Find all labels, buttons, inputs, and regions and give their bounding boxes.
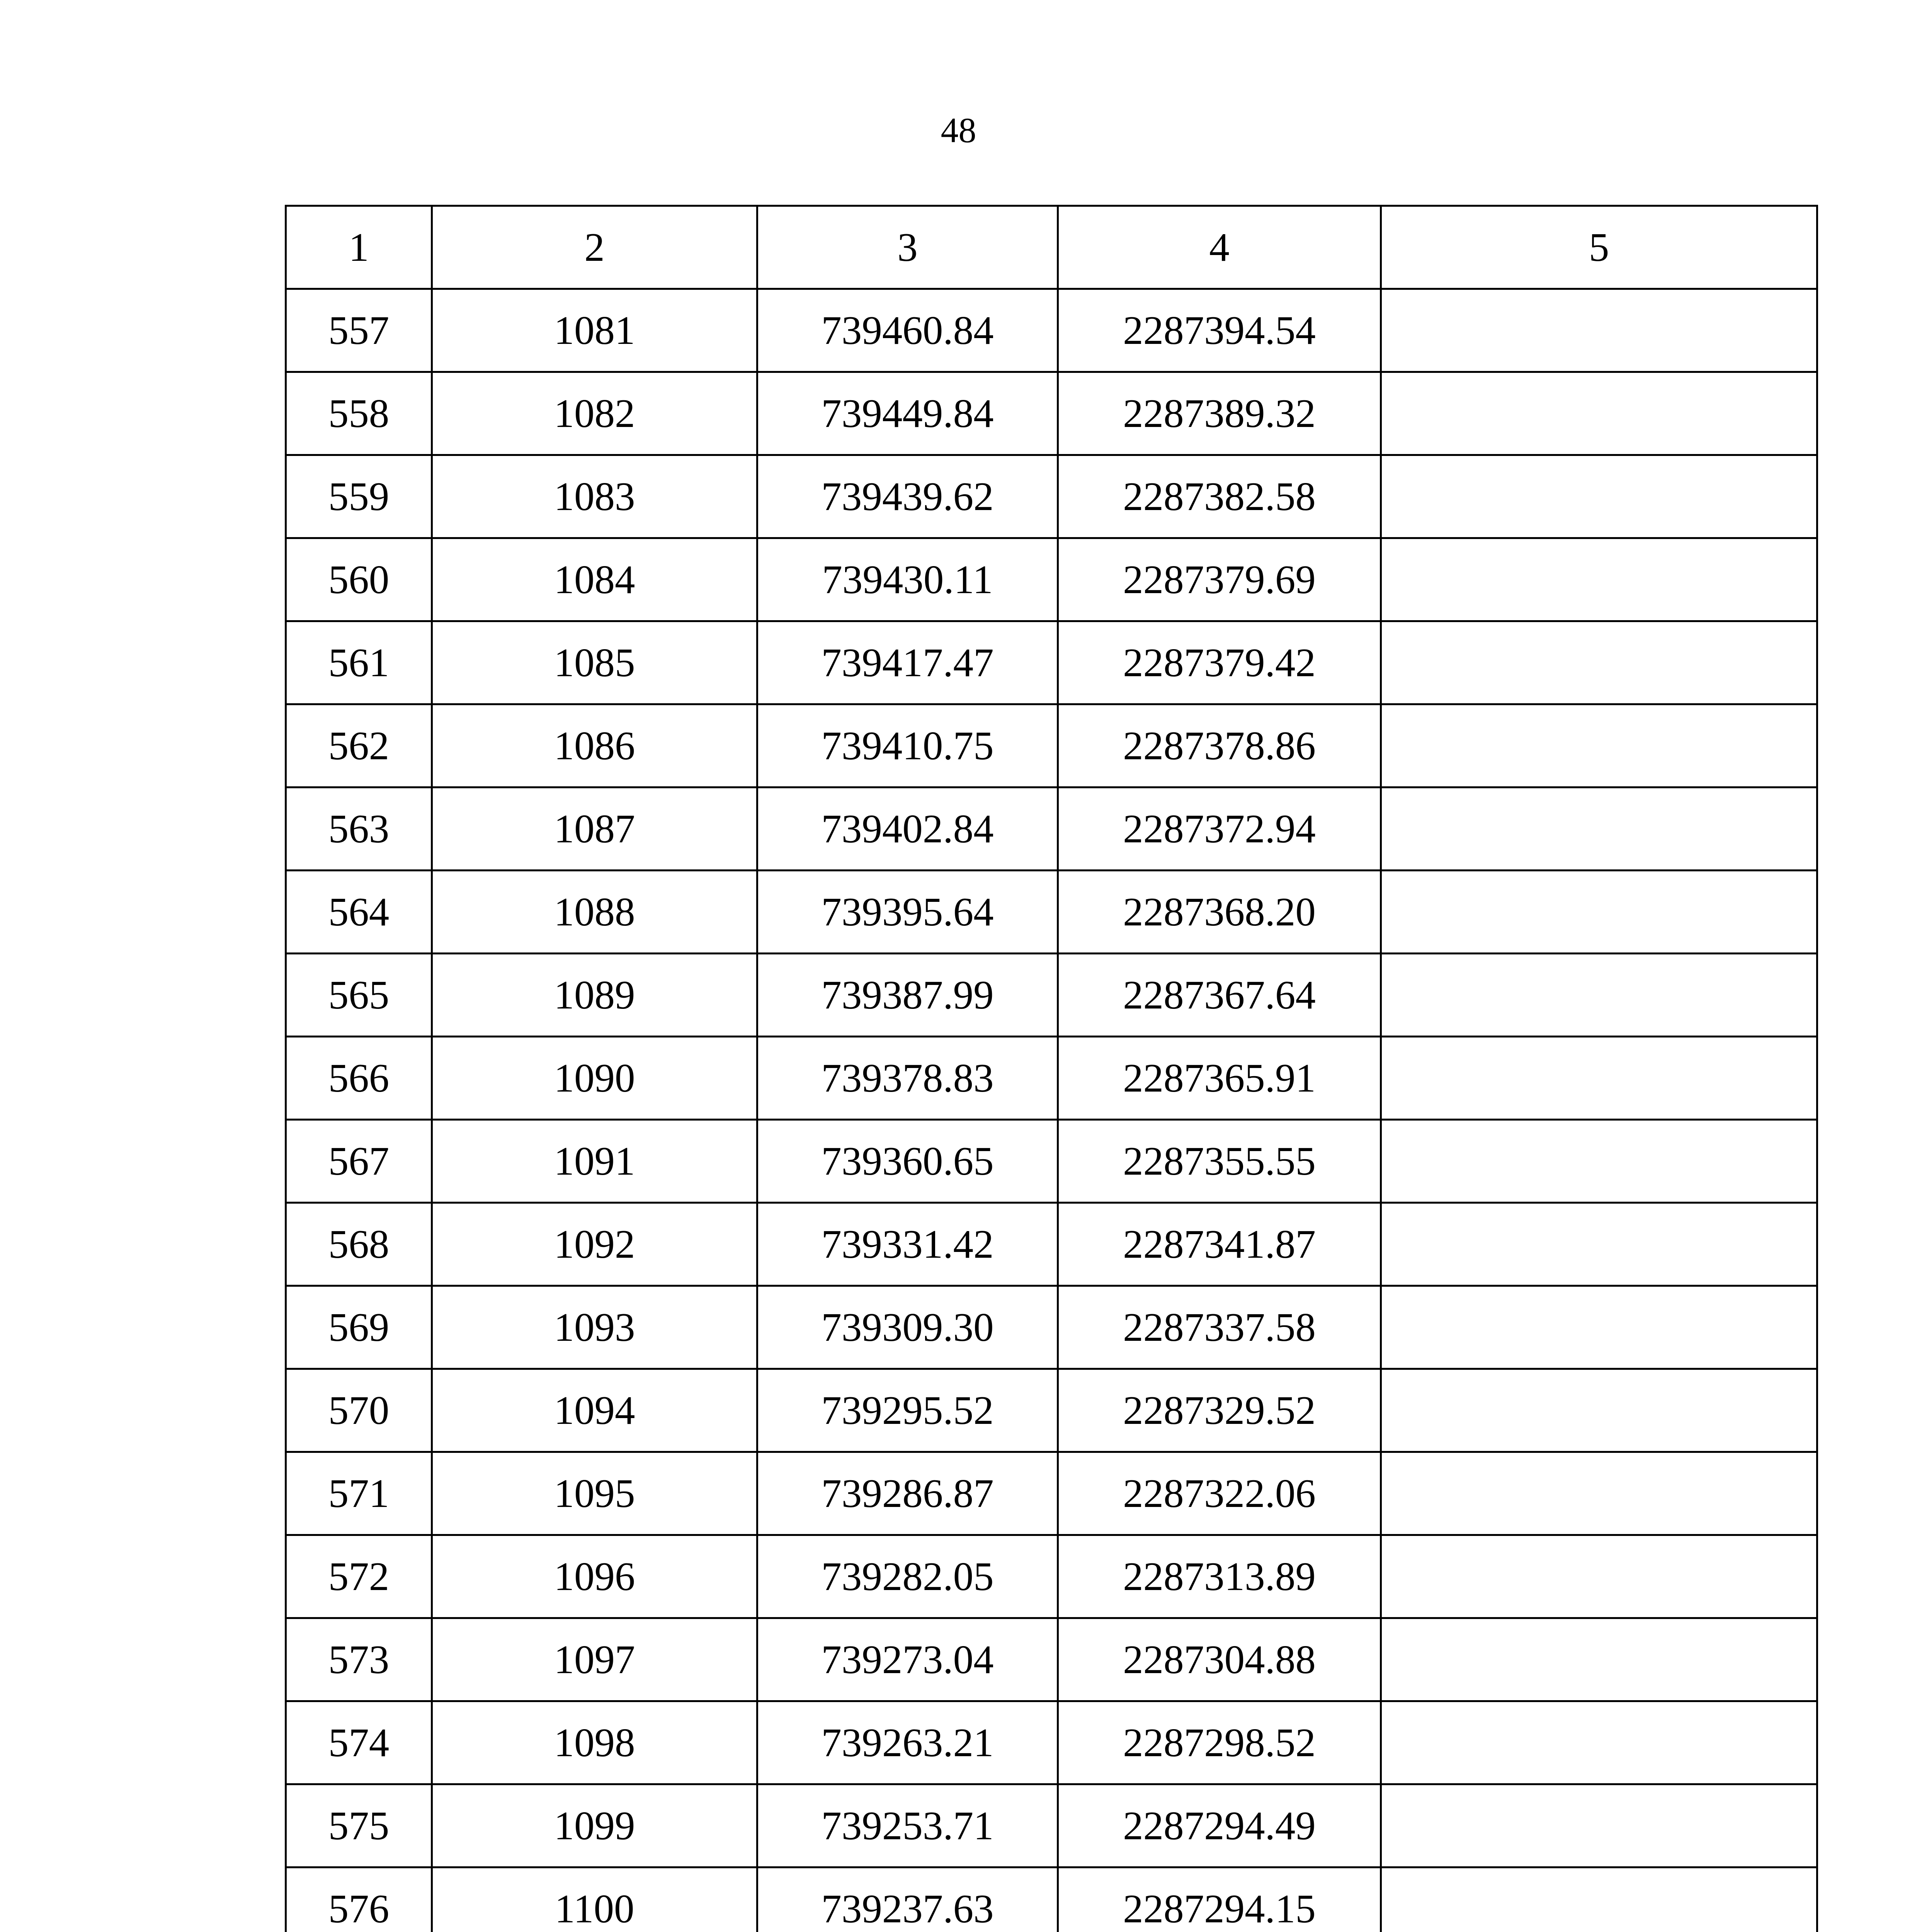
- row-number-cell: 567: [286, 1120, 432, 1203]
- note-cell: [1381, 289, 1817, 372]
- header-cell-5: 5: [1381, 206, 1817, 289]
- point-number-cell: 1084: [432, 538, 757, 621]
- row-number-cell: 569: [286, 1286, 432, 1369]
- row-number-cell: 558: [286, 372, 432, 455]
- x-coordinate-cell: 739253.71: [757, 1784, 1058, 1867]
- row-number-cell: 568: [286, 1203, 432, 1286]
- note-cell: [1381, 372, 1817, 455]
- table-row: [286, 1037, 1817, 1120]
- x-coordinate-cell: 739417.47: [757, 621, 1058, 704]
- x-coordinate-cell: 739237.63: [757, 1867, 1058, 1932]
- y-coordinate-cell: 2287298.52: [1058, 1701, 1381, 1784]
- y-coordinate-cell: 2287379.42: [1058, 621, 1381, 704]
- note-cell: [1381, 954, 1817, 1037]
- coordinates-table: [285, 205, 1818, 1932]
- x-coordinate-cell: 739360.65: [757, 1120, 1058, 1203]
- x-coordinate-cell: 739273.04: [757, 1618, 1058, 1701]
- y-coordinate-cell: 2287329.52: [1058, 1369, 1381, 1452]
- x-coordinate-cell: 739295.52: [757, 1369, 1058, 1452]
- x-coordinate-cell: 739282.05: [757, 1535, 1058, 1618]
- table-row: [286, 1535, 1817, 1618]
- note-cell: [1381, 538, 1817, 621]
- table-row: [286, 538, 1817, 621]
- point-number-cell: 1088: [432, 871, 757, 954]
- table-row: [286, 1701, 1817, 1784]
- point-number-cell: 1085: [432, 621, 757, 704]
- note-cell: [1381, 1120, 1817, 1203]
- row-number-cell: 559: [286, 455, 432, 538]
- x-coordinate-cell: 739395.64: [757, 871, 1058, 954]
- x-coordinate-cell: 739402.84: [757, 787, 1058, 871]
- note-cell: [1381, 1618, 1817, 1701]
- row-number-cell: 564: [286, 871, 432, 954]
- y-coordinate-cell: 2287337.58: [1058, 1286, 1381, 1369]
- note-cell: [1381, 1037, 1817, 1120]
- table-row: [286, 871, 1817, 954]
- y-coordinate-cell: 2287382.58: [1058, 455, 1381, 538]
- y-coordinate-cell: 2287379.69: [1058, 538, 1381, 621]
- x-coordinate-cell: 739439.62: [757, 455, 1058, 538]
- note-cell: [1381, 871, 1817, 954]
- point-number-cell: 1083: [432, 455, 757, 538]
- point-number-cell: 1082: [432, 372, 757, 455]
- row-number-cell: 576: [286, 1867, 432, 1932]
- table-row: [286, 1618, 1817, 1701]
- table-row: [286, 372, 1817, 455]
- note-cell: [1381, 787, 1817, 871]
- point-number-cell: 1086: [432, 704, 757, 787]
- row-number-cell: 575: [286, 1784, 432, 1867]
- point-number-cell: 1087: [432, 787, 757, 871]
- table-row: [286, 1369, 1817, 1452]
- row-number-cell: 570: [286, 1369, 432, 1452]
- note-cell: [1381, 1701, 1817, 1784]
- header-cell-2: 2: [432, 206, 757, 289]
- y-coordinate-cell: 2287322.06: [1058, 1452, 1381, 1535]
- note-cell: [1381, 1286, 1817, 1369]
- note-cell: [1381, 1784, 1817, 1867]
- row-number-cell: 562: [286, 704, 432, 787]
- point-number-cell: 1093: [432, 1286, 757, 1369]
- page-number: 48: [941, 111, 976, 150]
- row-number-cell: 563: [286, 787, 432, 871]
- table-row: [286, 455, 1817, 538]
- table-row: [286, 1120, 1817, 1203]
- note-cell: [1381, 1369, 1817, 1452]
- x-coordinate-cell: 739387.99: [757, 954, 1058, 1037]
- table-row: [286, 1784, 1817, 1867]
- row-number-cell: 573: [286, 1618, 432, 1701]
- table-row: [286, 787, 1817, 871]
- y-coordinate-cell: 2287355.55: [1058, 1120, 1381, 1203]
- row-number-cell: 572: [286, 1535, 432, 1618]
- y-coordinate-cell: 2287294.49: [1058, 1784, 1381, 1867]
- y-coordinate-cell: 2287365.91: [1058, 1037, 1381, 1120]
- row-number-cell: 571: [286, 1452, 432, 1535]
- row-number-cell: 557: [286, 289, 432, 372]
- note-cell: [1381, 704, 1817, 787]
- table-row: [286, 289, 1817, 372]
- x-coordinate-cell: 739449.84: [757, 372, 1058, 455]
- point-number-cell: 1094: [432, 1369, 757, 1452]
- table-row: [286, 621, 1817, 704]
- point-number-cell: 1092: [432, 1203, 757, 1286]
- point-number-cell: 1096: [432, 1535, 757, 1618]
- y-coordinate-cell: 2287304.88: [1058, 1618, 1381, 1701]
- point-number-cell: 1090: [432, 1037, 757, 1120]
- x-coordinate-cell: 739378.83: [757, 1037, 1058, 1120]
- note-cell: [1381, 1867, 1817, 1932]
- y-coordinate-cell: 2287372.94: [1058, 787, 1381, 871]
- note-cell: [1381, 1452, 1817, 1535]
- table-row: [286, 1203, 1817, 1286]
- row-number-cell: 561: [286, 621, 432, 704]
- row-number-cell: 566: [286, 1037, 432, 1120]
- table-row: [286, 1867, 1817, 1932]
- header-cell-3: 3: [757, 206, 1058, 289]
- point-number-cell: 1098: [432, 1701, 757, 1784]
- note-cell: [1381, 455, 1817, 538]
- y-coordinate-cell: 2287341.87: [1058, 1203, 1381, 1286]
- x-coordinate-cell: 739430.11: [757, 538, 1058, 621]
- table-row: [286, 954, 1817, 1037]
- row-number-cell: 560: [286, 538, 432, 621]
- point-number-cell: 1091: [432, 1120, 757, 1203]
- x-coordinate-cell: 739460.84: [757, 289, 1058, 372]
- row-number-cell: 565: [286, 954, 432, 1037]
- table-row: [286, 704, 1817, 787]
- x-coordinate-cell: 739263.21: [757, 1701, 1058, 1784]
- x-coordinate-cell: 739309.30: [757, 1286, 1058, 1369]
- note-cell: [1381, 621, 1817, 704]
- table-row: [286, 1286, 1817, 1369]
- y-coordinate-cell: 2287367.64: [1058, 954, 1381, 1037]
- point-number-cell: 1097: [432, 1618, 757, 1701]
- note-cell: [1381, 1535, 1817, 1618]
- table-body: [286, 206, 1817, 1932]
- y-coordinate-cell: 2287378.86: [1058, 704, 1381, 787]
- table-row: [286, 1452, 1817, 1535]
- header-cell-1: 1: [286, 206, 432, 289]
- header-cell-4: 4: [1058, 206, 1381, 289]
- y-coordinate-cell: 2287394.54: [1058, 289, 1381, 372]
- y-coordinate-cell: 2287389.32: [1058, 372, 1381, 455]
- point-number-cell: 1099: [432, 1784, 757, 1867]
- y-coordinate-cell: 2287294.15: [1058, 1867, 1381, 1932]
- x-coordinate-cell: 739410.75: [757, 704, 1058, 787]
- point-number-cell: 1081: [432, 289, 757, 372]
- point-number-cell: 1100: [432, 1867, 757, 1932]
- x-coordinate-cell: 739331.42: [757, 1203, 1058, 1286]
- point-number-cell: 1095: [432, 1452, 757, 1535]
- x-coordinate-cell: 739286.87: [757, 1452, 1058, 1535]
- y-coordinate-cell: 2287313.89: [1058, 1535, 1381, 1618]
- row-number-cell: 574: [286, 1701, 432, 1784]
- y-coordinate-cell: 2287368.20: [1058, 871, 1381, 954]
- header-row: [286, 206, 1817, 289]
- point-number-cell: 1089: [432, 954, 757, 1037]
- note-cell: [1381, 1203, 1817, 1286]
